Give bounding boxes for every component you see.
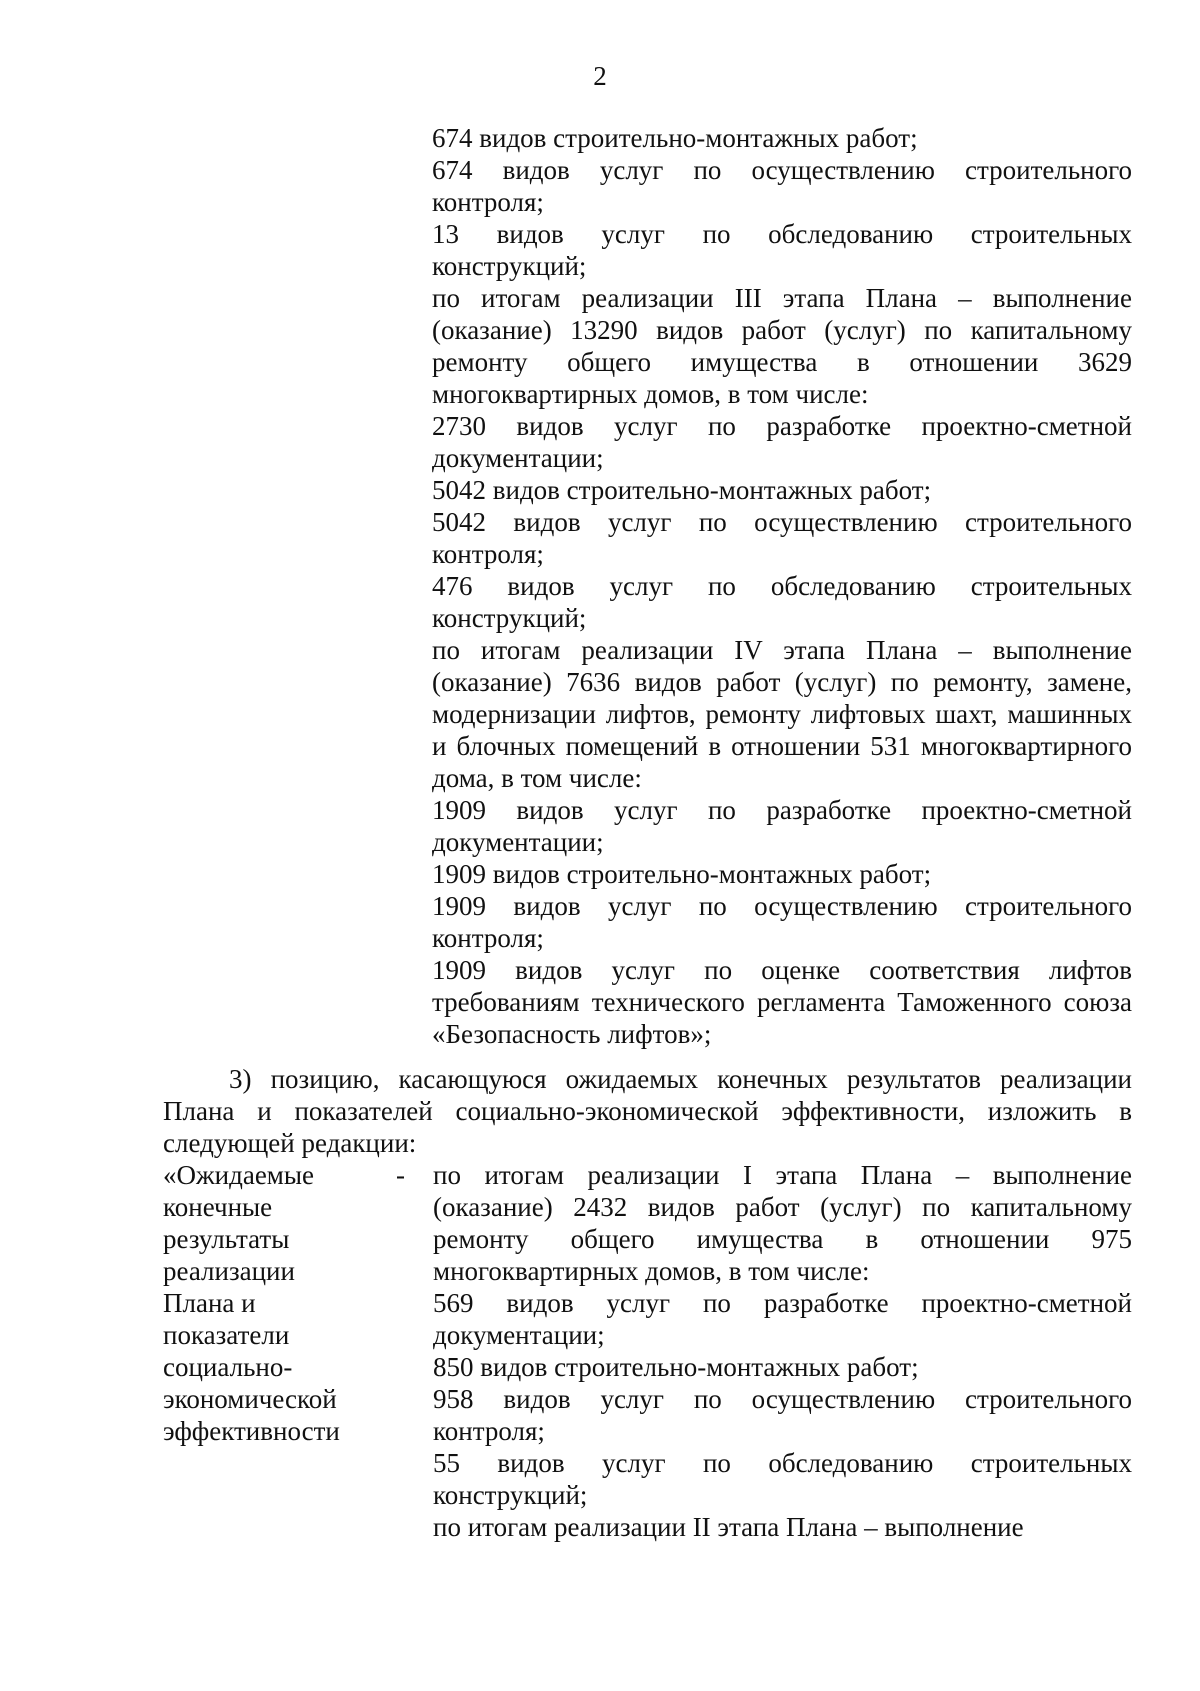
list-item: 1909 видов услуг по оценке соответствия лифтов требованиям технического регламента Таможенного союза «Безопасность лифтов»;: [432, 955, 1132, 1049]
list-item: 1909 видов услуг по разработке проектно-сметной документации;: [432, 795, 1132, 857]
list-item: 1909 видов строительно-монтажных работ;: [432, 859, 932, 889]
list-item: 674 видов строительно-монтажных работ;: [432, 123, 918, 153]
dash-separator: -: [396, 1160, 405, 1190]
list-item: по итогам реализации III этапа Плана – выполнение (оказание) 13290 видов работ (услуг) по капитальному ремонту общего имущества в отношении 3629 многоквартирных домов, в том числе:: [432, 283, 1132, 409]
list-item: 958 видов услуг по осуществлению строительного контроля;: [433, 1384, 1132, 1446]
label-line: социально-: [163, 1352, 293, 1382]
label-line: эффективности: [163, 1416, 340, 1446]
list-item: 850 видов строительно-монтажных работ;: [433, 1352, 919, 1382]
list-item: 5042 видов строительно-монтажных работ;: [432, 475, 932, 505]
label-line: Плана и: [163, 1288, 256, 1318]
label-line: результаты: [163, 1224, 290, 1254]
list-item: по итогам реализации IV этапа Плана – выполнение (оказание) 7636 видов работ (услуг) по ремонту, замене, модернизации лифтов, ремонту лифтовых шахт, машинных и блочных помещений в отношении 531 многоквартирного дома, в том числе:: [432, 635, 1132, 793]
list-item: по итогам реализации II этапа Плана – выполнение: [433, 1512, 1024, 1542]
top-list: [432, 122, 1132, 1050]
list-item: по итогам реализации I этапа Плана – выполнение (оказание) 2432 видов работ (услуг) по капитальному ремонту общего имущества в отношении 975 многоквартирных домов, в том числе:: [433, 1160, 1132, 1286]
list-item: 55 видов услуг по обследованию строительных конструкций;: [433, 1448, 1132, 1510]
label-line: показатели: [163, 1320, 290, 1350]
label-line: конечные: [163, 1192, 273, 1222]
results-list: [433, 1159, 1132, 1543]
list-item: 476 видов услуг по обследованию строительных конструкций;: [432, 571, 1132, 633]
list-item: 1909 видов услуг по осуществлению строительного контроля;: [432, 891, 1132, 953]
list-item: 569 видов услуг по разработке проектно-сметной документации;: [433, 1288, 1132, 1350]
results-label: [163, 1159, 393, 1447]
list-item: 13 видов услуг по обследованию строительных конструкций;: [432, 219, 1132, 281]
list-item: 674 видов услуг по осуществлению строительного контроля;: [432, 155, 1132, 217]
point-3-paragraph: 3) позицию, касающуюся ожидаемых конечных результатов реализации Плана и показателей социально-экономической эффективности, изложить в следующей редакции:: [163, 1064, 1132, 1158]
list-item: 2730 видов услуг по разработке проектно-сметной документации;: [432, 411, 1132, 473]
page-number: 2: [593, 61, 607, 91]
label-line: «Ожидаемые: [163, 1160, 315, 1190]
label-line: экономической: [163, 1384, 337, 1414]
label-line: реализации: [163, 1256, 295, 1286]
list-item: 5042 видов услуг по осуществлению строительного контроля;: [432, 507, 1132, 569]
